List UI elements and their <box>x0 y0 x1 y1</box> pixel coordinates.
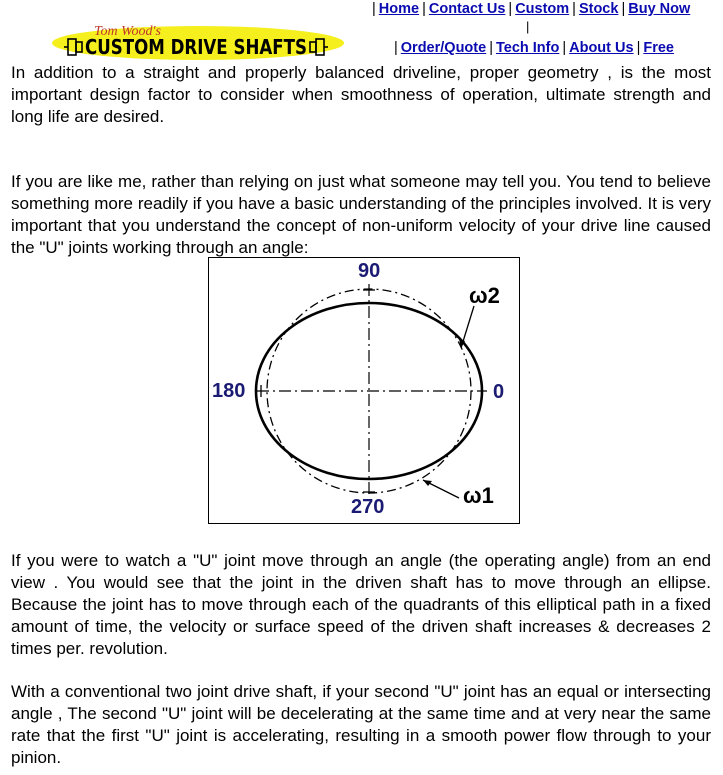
angle-90-label: 90 <box>358 260 381 282</box>
angle-0-label: 0 <box>493 381 505 403</box>
angle-270-label: 270 <box>351 496 385 518</box>
ellipse-explanation-paragraph: If you were to watch a "U" joint move through an angle (the operating angle) from an end view . You would see that the joint in the driven shaft has to move through an ellipse. Because the joint has to move through each of the quadrants of this elliptical path in a fixed amount of time, the velocity or surface speed of the driven shaft increases & decreases 2 times per. revolution. <box>11 551 711 658</box>
velocity-ellipse-diagram <box>208 257 520 524</box>
nav-free-link[interactable]: Free <box>643 40 674 56</box>
nav-contact-link[interactable]: Contact Us <box>428 1 506 17</box>
custom-drive-shafts-logo[interactable] <box>52 23 344 60</box>
site-header <box>0 0 723 62</box>
two-joint-paragraph: With a conventional two joint drive shaft, if your second "U" joint has an equal or intersecting angle , The second "U" joint will be decelerating at the same time and at very near the same rate that the first "U" joint is accelerating, resulting in a smooth power flow through to your pinion. <box>11 682 711 767</box>
nav-divider: | <box>526 19 530 34</box>
principles-paragraph: If you are like me, rather than relying on just what someone may tell you. You tend to believe something more readily if you have a basic understanding of the principles involved. It is very important that you understand the concept of non-uniform velocity of your drive line caused the "U" joints working through an angle: <box>11 172 711 257</box>
nav-order-quote-link[interactable]: Order/Quote <box>400 40 487 56</box>
omega-1-label: ω1 <box>463 483 494 508</box>
nav-home-link[interactable]: Home <box>378 1 420 17</box>
intro-paragraph: In addition to a straight and properly balanced driveline, proper geometry , is the most important design factor to consider when smoothness of operation, ultimate strength and long life are desired. <box>11 63 711 126</box>
logo-tagline: Tom Wood's <box>94 24 161 39</box>
primary-nav: | Home | Contact Us | Custom | Stock | Buy Now <box>372 1 691 17</box>
nav-stock-link[interactable]: Stock <box>578 1 619 17</box>
nav-tech-info-link[interactable]: Tech Info <box>495 40 560 56</box>
angle-180-label: 180 <box>212 380 246 402</box>
nav-about-us-link[interactable]: About Us <box>569 40 634 56</box>
omega-2-label: ω2 <box>469 283 500 308</box>
nav-custom-link[interactable]: Custom <box>515 1 570 17</box>
secondary-nav: | Order/Quote | Tech Info | About Us | Free <box>394 40 674 56</box>
nav-buy-now-link[interactable]: Buy Now <box>628 1 691 17</box>
logo-brand: CUSTOM DRIVE SHAFTS <box>85 35 307 59</box>
